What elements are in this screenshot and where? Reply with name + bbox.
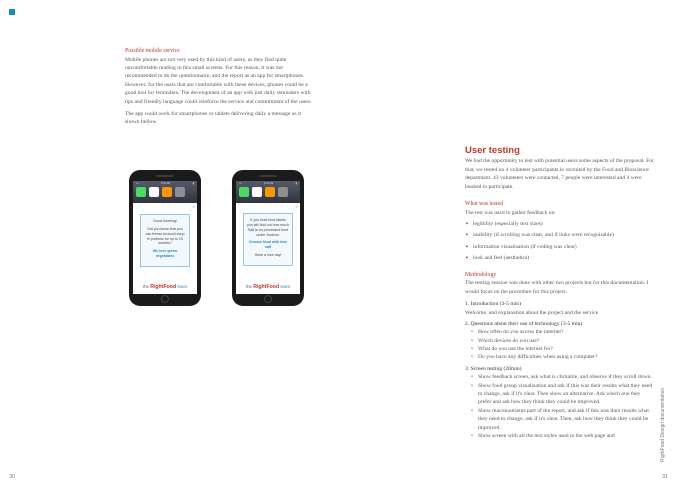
tested-list bbox=[465, 220, 655, 263]
list-item: ✦ look and feel (aesthetics) bbox=[465, 254, 655, 262]
user-testing-intro: We had the opportunity to test with potential users some aspects of the proposal. For that, we tested on 4 volunteer participants in recruited by the Food and Bioscience department. 43 volunteers were contacted, 7 people were interested and 4 were booked to participate. bbox=[465, 158, 654, 190]
list-item: • Which devices do you use? bbox=[471, 337, 655, 345]
app-icon bbox=[136, 187, 146, 197]
app-icons-row bbox=[239, 187, 288, 197]
close-icon[interactable]: ✕ bbox=[192, 205, 195, 209]
app-icon bbox=[175, 187, 185, 197]
list-item: ✦ usability (if scrolling was clear, and if links were recognisable) bbox=[465, 231, 655, 239]
methodology-heading: Methodology bbox=[465, 271, 497, 278]
card-message: If you read food labels you will find out how much Salt is on processed food under Sodium. bbox=[247, 218, 289, 237]
list-item: • How often do you access the internet? bbox=[471, 328, 655, 336]
corner-marker bbox=[9, 9, 15, 15]
methodology-intro: The testing session was done with other two projects but for this documentation. I would focus on the procedure for this project. bbox=[465, 280, 649, 295]
app-icons-row bbox=[136, 187, 185, 197]
card-greeting: Good morning! bbox=[153, 219, 177, 223]
app-description-paragraph: The app could work for smartphones or tablets delivering daily a message as it shown bellow. bbox=[125, 111, 301, 126]
step2-title: 2. Questions about their use of technology (3-5 min) bbox=[465, 320, 583, 327]
status-bar: ••• 9:41 AM ▮ bbox=[136, 182, 194, 185]
list-item: • Show food group visualisation and ask if this was their results what they need to change, ask if it's clear. Then show an alternative. Ask which one they prefer and ask how they think they could be improved. bbox=[471, 382, 655, 407]
step1-title: 1. Introduction (3-5 min) bbox=[465, 301, 521, 308]
step1-text: Welcome, and explanation about the project and the service bbox=[465, 309, 599, 316]
step2-list bbox=[465, 328, 655, 362]
mobile-service-paragraph: Mobile phones are not very used by this kind of users, as they find quite uncomfortable reading in this small screens. For this reason, it was not recommended to do the questionnaire, and the report as an app for smartphones. However, for the users that are comfortable with these devices, phones could be a good tool for reminders. The development of an app with just daily reminders with tips and friendly language could reinforce the service and commitment of the users. bbox=[125, 56, 312, 105]
tested-intro: The test was used to gather feedback on: bbox=[465, 209, 556, 216]
phone-screen bbox=[133, 181, 197, 294]
notification-card bbox=[243, 213, 293, 266]
phone-mockup-1 bbox=[129, 170, 201, 306]
home-screen-bar bbox=[236, 181, 300, 203]
card-highlight: Choose food with less salt bbox=[248, 240, 288, 250]
notification-card bbox=[140, 214, 190, 267]
brand-signature: the RightFood team bbox=[142, 284, 188, 290]
close-icon[interactable]: ✕ bbox=[295, 205, 298, 209]
phone-speaker bbox=[156, 175, 174, 177]
side-note: RightFood Design documentation bbox=[660, 387, 666, 462]
list-item: • What do you use the internet for? bbox=[471, 345, 655, 353]
home-screen-bar bbox=[133, 181, 197, 203]
list-item: • Show feedback screen, ask what is clickable, and observe if they scroll down. bbox=[471, 373, 655, 381]
app-icon bbox=[265, 187, 275, 197]
app-icon bbox=[149, 187, 159, 197]
home-button bbox=[264, 295, 272, 303]
phone-speaker bbox=[259, 175, 277, 177]
page-number-left: 30 bbox=[9, 474, 16, 480]
step3-list bbox=[465, 373, 655, 440]
right-column bbox=[465, 146, 655, 440]
app-icon bbox=[239, 187, 249, 197]
page-number-right: 31 bbox=[662, 474, 669, 480]
list-item: • Do you have any difficulties when using a computer? bbox=[471, 353, 655, 361]
app-icon bbox=[278, 187, 288, 197]
user-testing-title: User testing bbox=[465, 145, 520, 156]
what-was-tested-heading: What was tested bbox=[465, 201, 503, 207]
list-item: • Show macronutrients part of the report, and ask if this was their results what they need to change, ask if it's clear. Then, ask how they think they could be improved. bbox=[471, 407, 655, 432]
card-closing: Have a nice day! bbox=[254, 253, 282, 258]
list-item: ✦ information visualisation (if coding was clear) bbox=[465, 243, 655, 251]
brand-signature: the RightFood team bbox=[245, 284, 291, 290]
app-icon bbox=[252, 187, 262, 197]
phone-screen bbox=[236, 181, 300, 294]
step3-title: 3. Screen testing (20min) bbox=[465, 365, 522, 372]
card-message: Did you know that you can freeze broccoli soup in portions for up to 10 months? bbox=[145, 226, 185, 246]
mobile-service-heading: Possible mobile service bbox=[125, 48, 180, 54]
list-item: • Show screen with all the text styles used in the web page and bbox=[471, 432, 655, 440]
status-bar: ••• 9:41 AM ▮ bbox=[239, 182, 297, 185]
list-item: ✦ legibility (especially text sizes) bbox=[465, 220, 655, 228]
phone-mockup-2 bbox=[232, 170, 304, 306]
card-highlight: We love green vegetables bbox=[152, 249, 178, 259]
app-icon bbox=[162, 187, 172, 197]
home-button bbox=[161, 295, 169, 303]
left-column bbox=[125, 47, 313, 131]
